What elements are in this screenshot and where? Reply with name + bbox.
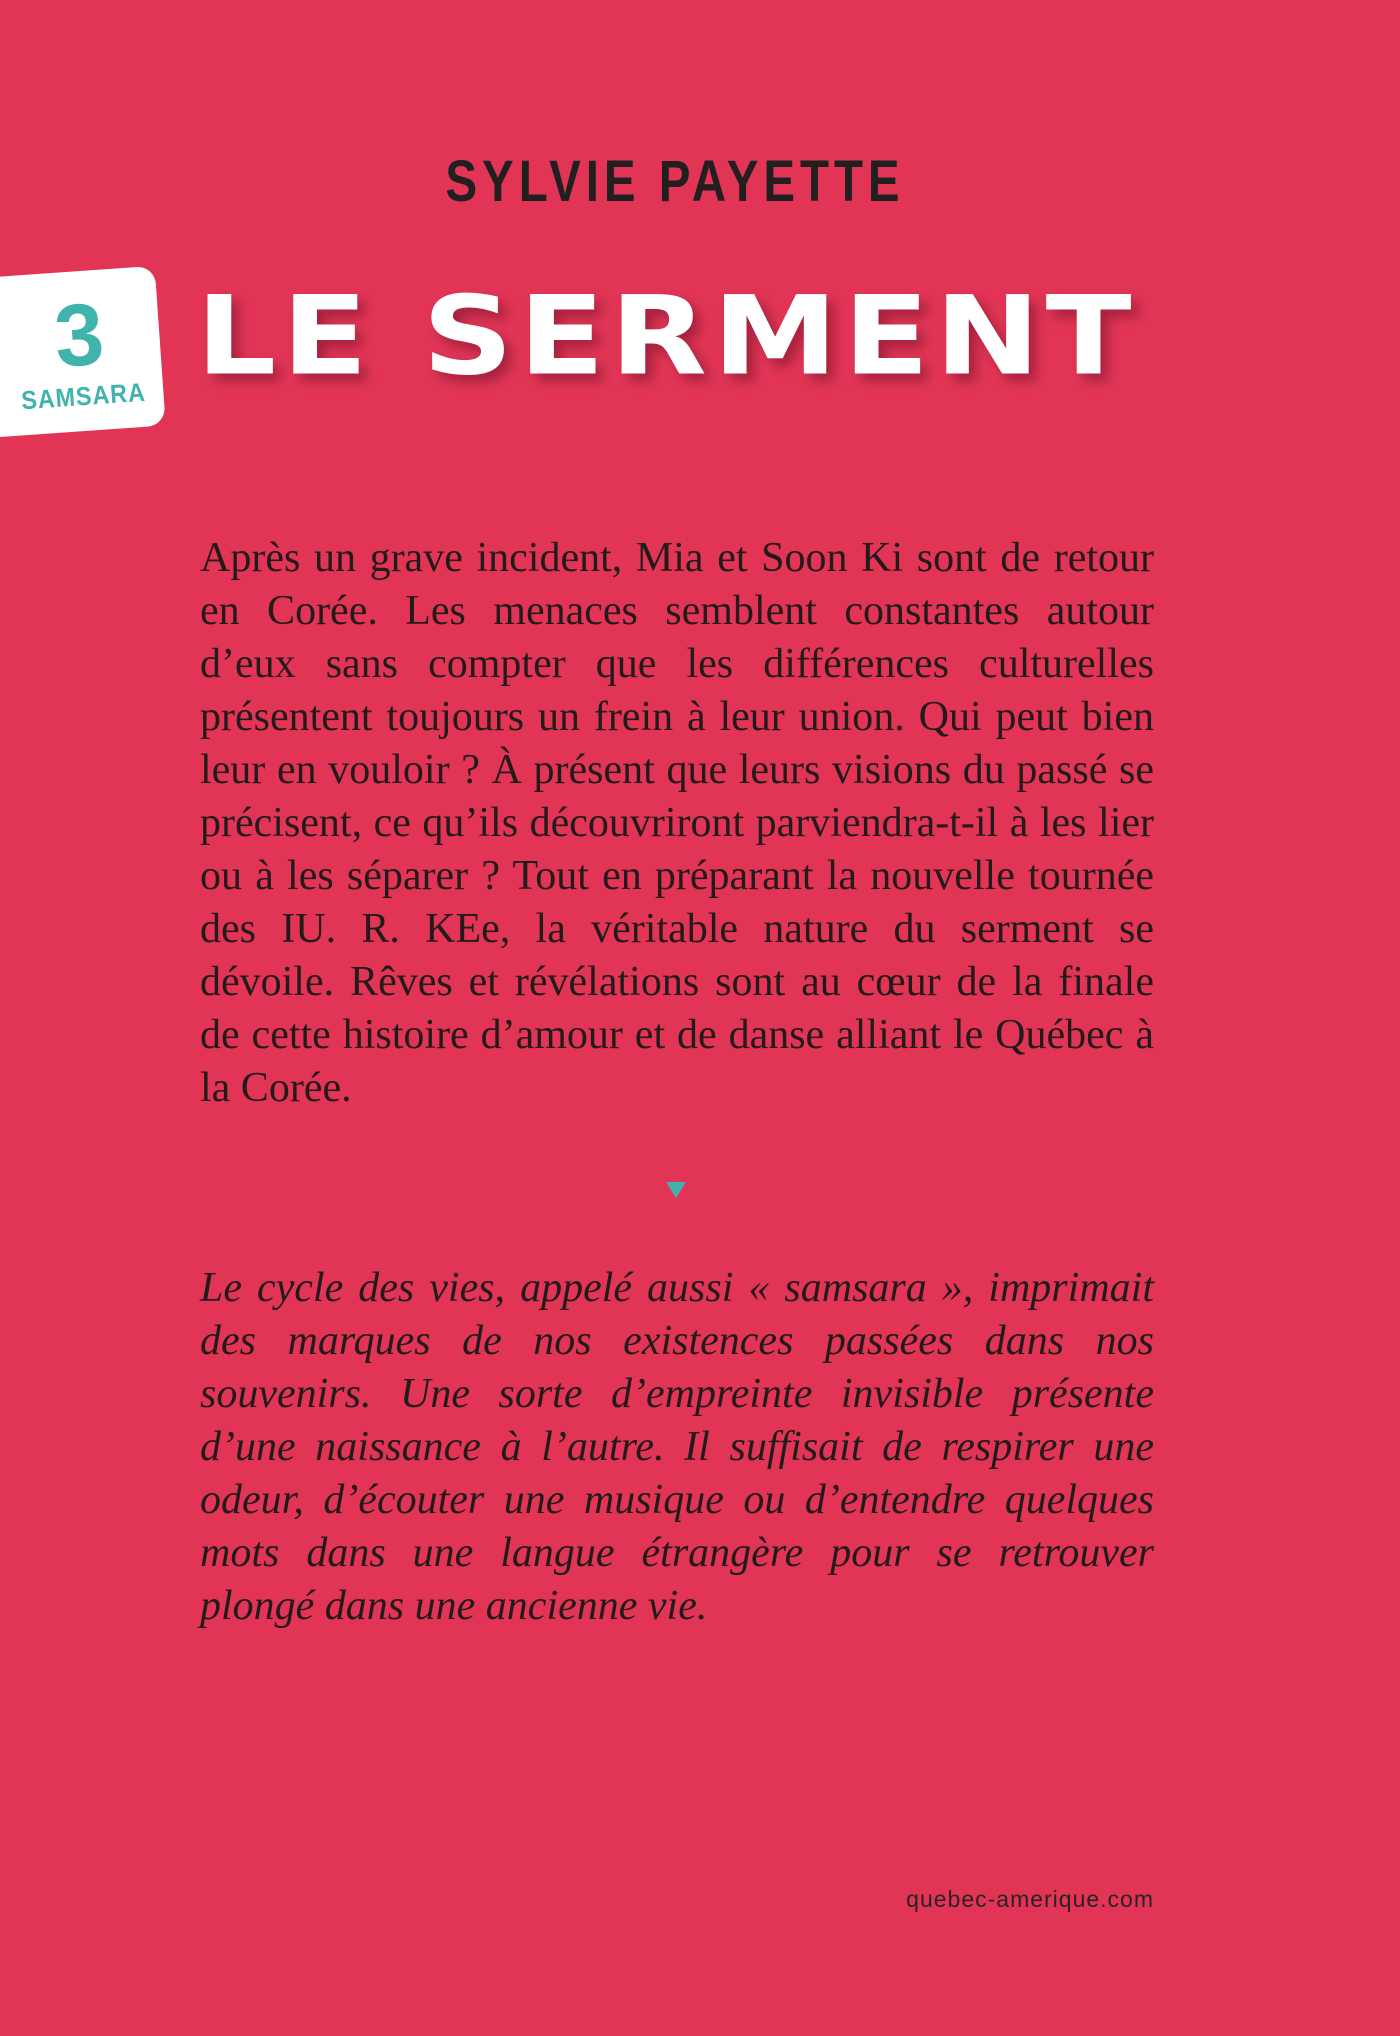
excerpt-paragraph: Le cycle des vies, appelé aussi « samsara », imprimait des marques de nos existences passées dans nos souvenirs. Une sorte d’empreinte invisible présente d’une naissance à l’autre. Il suffisait de respirer une odeur, d’écouter une musique ou d’entendre quelques mots dans une langue étrangère pour se retrouver plongé dans une ancienne vie. [200,1265,1154,1629]
publisher-website: quebec-amerique.com [906,1886,1154,1912]
series-number: 3 [51,283,108,386]
series-tab [0,266,166,438]
teal-triangle-icon [666,1182,686,1198]
series-name: SAMSARA [20,376,147,416]
synopsis-paragraph: Après un grave incident, Mia et Soon Ki sont de retour en Corée. Les menaces semblent constantes autour d’eux sans compter que les différences culturelles présentent toujours un frein à leur union. Qui peut bien leur en vouloir ? À présent que leurs visions du passé se précisent, ce qu’ils découvriront parviendra-t-il à les lier ou à les séparer ? Tout en préparant la nouvelle tournée des IU. R. KEe, la véritable nature du serment se dévoile. Rêves et révélations sont au cœur de la finale de cette histoire d’amour et de danse alliant le Québec à la Corée. [200,535,1154,1111]
book-title: LE SERMENT [196,272,1137,400]
author-name: SYLVIE PAYETTE [445,149,905,214]
